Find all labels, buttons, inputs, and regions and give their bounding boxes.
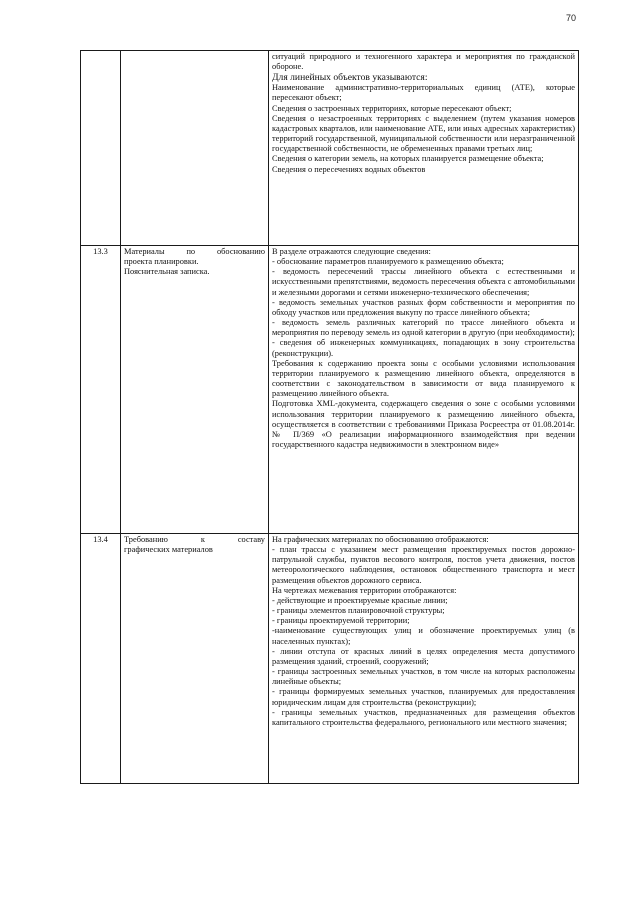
description-paragraph: -наименование существующих улиц и обозначение проектируемых улиц (в населенных пунктах);: [272, 626, 575, 646]
row-number-cell: 13.3: [81, 246, 121, 534]
row-description-cell: [269, 51, 579, 246]
description-paragraph: - границы формируемых земельных участков, планируемых для предоставления юридическим лицам для строительства (реконструкции);: [272, 687, 575, 707]
description-paragraph: - ведомость земельных участков разных форм собственности и мероприятия по обходу участков или предложения выкупу по трассе линейного объекта;: [272, 297, 575, 317]
description-paragraph: Наименование административно-территориальных единиц (АТЕ), которые пересекают объект;: [272, 83, 575, 103]
description-paragraph: - границы проектируемой территории;: [272, 616, 410, 626]
description-heading: Для линейных объектов указываются:: [272, 72, 428, 84]
description-paragraph: - план трассы с указанием мест размещения проектируемых постов дорожно-патрульной службы, пунктов весового контроля, постов учета движения, постов метеорологического наблюдения, остановок общественного транспорта и мест размещения объектов дорожного сервиса.: [272, 545, 575, 585]
description-paragraph: Требования к содержанию проекта зоны с особыми условиями использования территории планируемого к размещению линейного объекта, определяются в соответствии с законодательством в зависимости от вида планируемого к размещению линейного объекта.: [272, 358, 575, 399]
row-number-cell: [81, 51, 121, 246]
description-paragraph: Сведения о незастроенных территориях с выделением (путем указания номеров кадастровых кварталов, или наименование АТЕ, или иных адресных характеристик) территорий государственной, муниципальной собственности или неразграниченной государственной собственности, не обремененных правами третьих лиц;: [272, 113, 575, 154]
description-paragraph: - обоснование параметров планируемого к размещению объекта;: [272, 257, 504, 267]
description-paragraph: Сведения о пересечениях водных объектов: [272, 164, 426, 174]
row-name-line: проекта планировки.: [124, 257, 199, 267]
description-paragraph: Сведения о застроенных территориях, которые пересекают объект;: [272, 103, 512, 113]
requirements-table: [80, 50, 579, 784]
description-paragraph: - линии отступа от красных линий в целях определения места допустимого размещения зданий, строений, сооружений;: [272, 646, 575, 666]
description-paragraph: - границы земельных участков, предназначенных для размещения объектов капитального строительства федерального, регионального или местного значения;: [272, 707, 575, 727]
description-paragraph: В разделе отражаются следующие сведения:: [272, 247, 431, 256]
row-name-line: Требованию к составу: [124, 535, 265, 544]
description-paragraph: ситуаций природного и техногенного характера и мероприятия по гражданской обороне.: [272, 52, 575, 72]
table-row: [81, 51, 579, 246]
row-name-line: Материалы по обоснованию: [124, 247, 265, 256]
description-paragraph: - ведомость пересечений трассы линейного объекта с естественными и искусственными препятствиями, ведомость пересечения объекта с автомобильными и железными дорогами и сетями инженерно-технического обеспечения;: [272, 267, 575, 297]
description-paragraph: - действующие и проектируемые красные линии;: [272, 595, 448, 605]
row-description-cell: [269, 534, 579, 784]
row-name-cell: [121, 534, 269, 784]
row-name-cell: [121, 246, 269, 534]
description-paragraph: - границы элементов планировочной структуры;: [272, 606, 445, 616]
description-paragraph: На чертежах межевания территории отображаются:: [272, 585, 457, 595]
table-row: [81, 534, 579, 784]
row-name-line: графических материалов: [124, 545, 213, 555]
row-name-line: Пояснительная записка.: [124, 267, 210, 277]
description-paragraph: - ведомость земель различных категорий по трассе линейного объекта и мероприятия по переводу земель из одной категории в другую (при необходимости);: [272, 318, 575, 338]
description-paragraph: На графических материалах по обоснованию отображаются:: [272, 535, 489, 544]
table-row: [81, 246, 579, 534]
row-name-cell: [121, 51, 269, 246]
description-paragraph: - сведения об инженерных коммуникациях, попадающих в зону строительства (реконструкции).: [272, 338, 575, 358]
description-paragraph: Подготовка XML-документа, содержащего сведения о зоне с особыми условиями использования территории планируемого к размещению линейного объекта, осуществляется в соответствии с требованиями Приказа Росреестра от 01.08.2014г. № П/369 «О реализации информационного взаимодействия при ведении государственного кадастра недвижимости в электронном виде»: [272, 399, 575, 449]
row-number-cell: 13.4: [81, 534, 121, 784]
description-paragraph: - границы застроенных земельных участков, в том числе на которых расположены линейные объекты;: [272, 667, 575, 687]
description-paragraph: Сведения о категории земель, на которых планируется размещение объекта;: [272, 154, 544, 164]
row-description-cell: [269, 246, 579, 534]
page-number: 70: [566, 13, 577, 23]
